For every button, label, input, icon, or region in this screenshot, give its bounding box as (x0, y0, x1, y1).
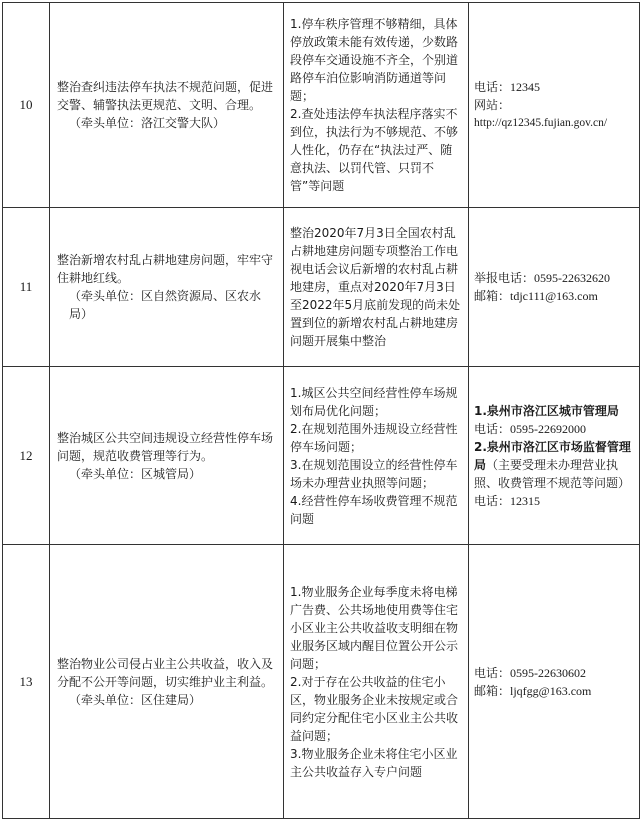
task-table (2, 2, 640, 819)
email-link[interactable]: ljqfgg@163.com (510, 683, 592, 698)
contact-cell (469, 3, 640, 208)
phone-number: 12315 (510, 493, 541, 508)
row-number: 13 (3, 545, 50, 819)
phone-number: 0595-22692000 (510, 421, 587, 436)
phone-label: 电话： (474, 80, 511, 94)
lead-unit: （牵头单位：区城管局） (69, 466, 202, 481)
issue-cell (50, 367, 284, 545)
report-phone-label: 举报电话： (474, 271, 535, 285)
phone-label: 电话： (474, 665, 511, 680)
contact-cell (469, 367, 640, 545)
detail-cell (284, 3, 469, 208)
detail-cell (284, 208, 469, 367)
detail-item: 1.物业服务企业每季度未将电梯广告费、公共场地使用费等住宅小区业主公共收益收支明细在物业服务区域内醒目位置公开公示问题； (290, 584, 459, 671)
issue-cell (50, 545, 284, 819)
detail-item: 整治2020年7月3日全国农村乱占耕地建房问题专项整治工作电视电话会议后新增的农村乱占耕地建房，重点对2020年7月3日至2022年5月底前发现的尚未处置到位的新增农村乱占耕地建房问题开展集中整治 (290, 226, 461, 348)
lead-unit: （牵头单位：区住建局） (69, 692, 202, 707)
org-name: 2.泉州市洛江区市场监督管理局 (474, 439, 631, 472)
issue-cell (50, 3, 284, 208)
issue-cell (50, 208, 284, 367)
org-name: 1.泉州市洛江区城市管理局 (474, 403, 619, 418)
org-note: （主要受理未办理营业执照、收费管理不规范等问题） (474, 457, 631, 490)
issue-text: 整治新增农村乱占耕地建房问题，牢牢守住耕地红线。 (57, 253, 274, 285)
table-row (3, 208, 640, 367)
table-row (3, 367, 640, 545)
row-number: 11 (3, 208, 50, 367)
email-link[interactable]: tdjc111@163.com (510, 289, 598, 303)
issue-text: 整治物业公司侵占业主公共收益，收入及分配不公开等问题，切实维护业主利益。 (57, 656, 274, 689)
table-row (3, 545, 640, 819)
detail-item: 2.对于存在公共收益的住宅小区，物业服务企业未按规定或合同约定分配住宅小区业主公共收益问题； (290, 674, 459, 743)
contact-cell (469, 208, 640, 367)
row-number: 12 (3, 367, 50, 545)
lead-unit: （牵头单位：区自然资源局、区农水局） (69, 289, 262, 321)
phone-label: 电话： (474, 493, 511, 508)
email-label: 邮箱： (474, 683, 511, 698)
phone-number: 12345 (510, 80, 541, 94)
row-number: 10 (3, 3, 50, 208)
detail-item: 2.查处违法停车执法程序落实不到位，执法行为不够规范、不够人性化，仍存在“执法过严、随意执法、以罚代管、只罚不管”等问题 (290, 107, 459, 193)
detail-item: 3.物业服务企业未将住宅小区业主公共收益存入专户问题 (290, 746, 458, 779)
detail-item: 1.城区公共空间经营性停车场规划布局优化问题； (290, 385, 458, 418)
table-row (3, 3, 640, 208)
detail-item: 1.停车秩序管理不够精细，具体停放政策未能有效传递，少数路段停车交通设施不齐全，个别道路停车泊位影响消防通道等问题； (290, 17, 459, 103)
detail-cell (284, 545, 469, 819)
phone-label: 电话： (474, 421, 511, 436)
issue-text: 整治查纠违法停车执法不规范问题，促进交警、辅警执法更规范、文明、合理。 (57, 80, 274, 112)
web-label: 网站： (474, 98, 511, 112)
phone-number: 0595-22630602 (510, 665, 587, 680)
detail-cell (284, 367, 469, 545)
detail-item: 3.在规划范围设立的经营性停车场未办理营业执照等问题； (290, 457, 458, 490)
email-label: 邮箱： (474, 289, 511, 303)
contact-cell (469, 545, 640, 819)
detail-item: 2.在规划范围外违规设立经营性停车场问题； (290, 421, 458, 454)
lead-unit: （牵头单位：洛江交警大队） (69, 116, 226, 130)
report-phone: 0595-22632620 (534, 271, 611, 285)
website-link[interactable]: http://qz12345.fujian.gov.cn/ (474, 117, 608, 129)
issue-text: 整治城区公共空间违规设立经营性停车场问题，规范收费管理等行为。 (57, 430, 274, 463)
detail-item: 4.经营性停车场收费管理不规范问题 (290, 493, 458, 526)
